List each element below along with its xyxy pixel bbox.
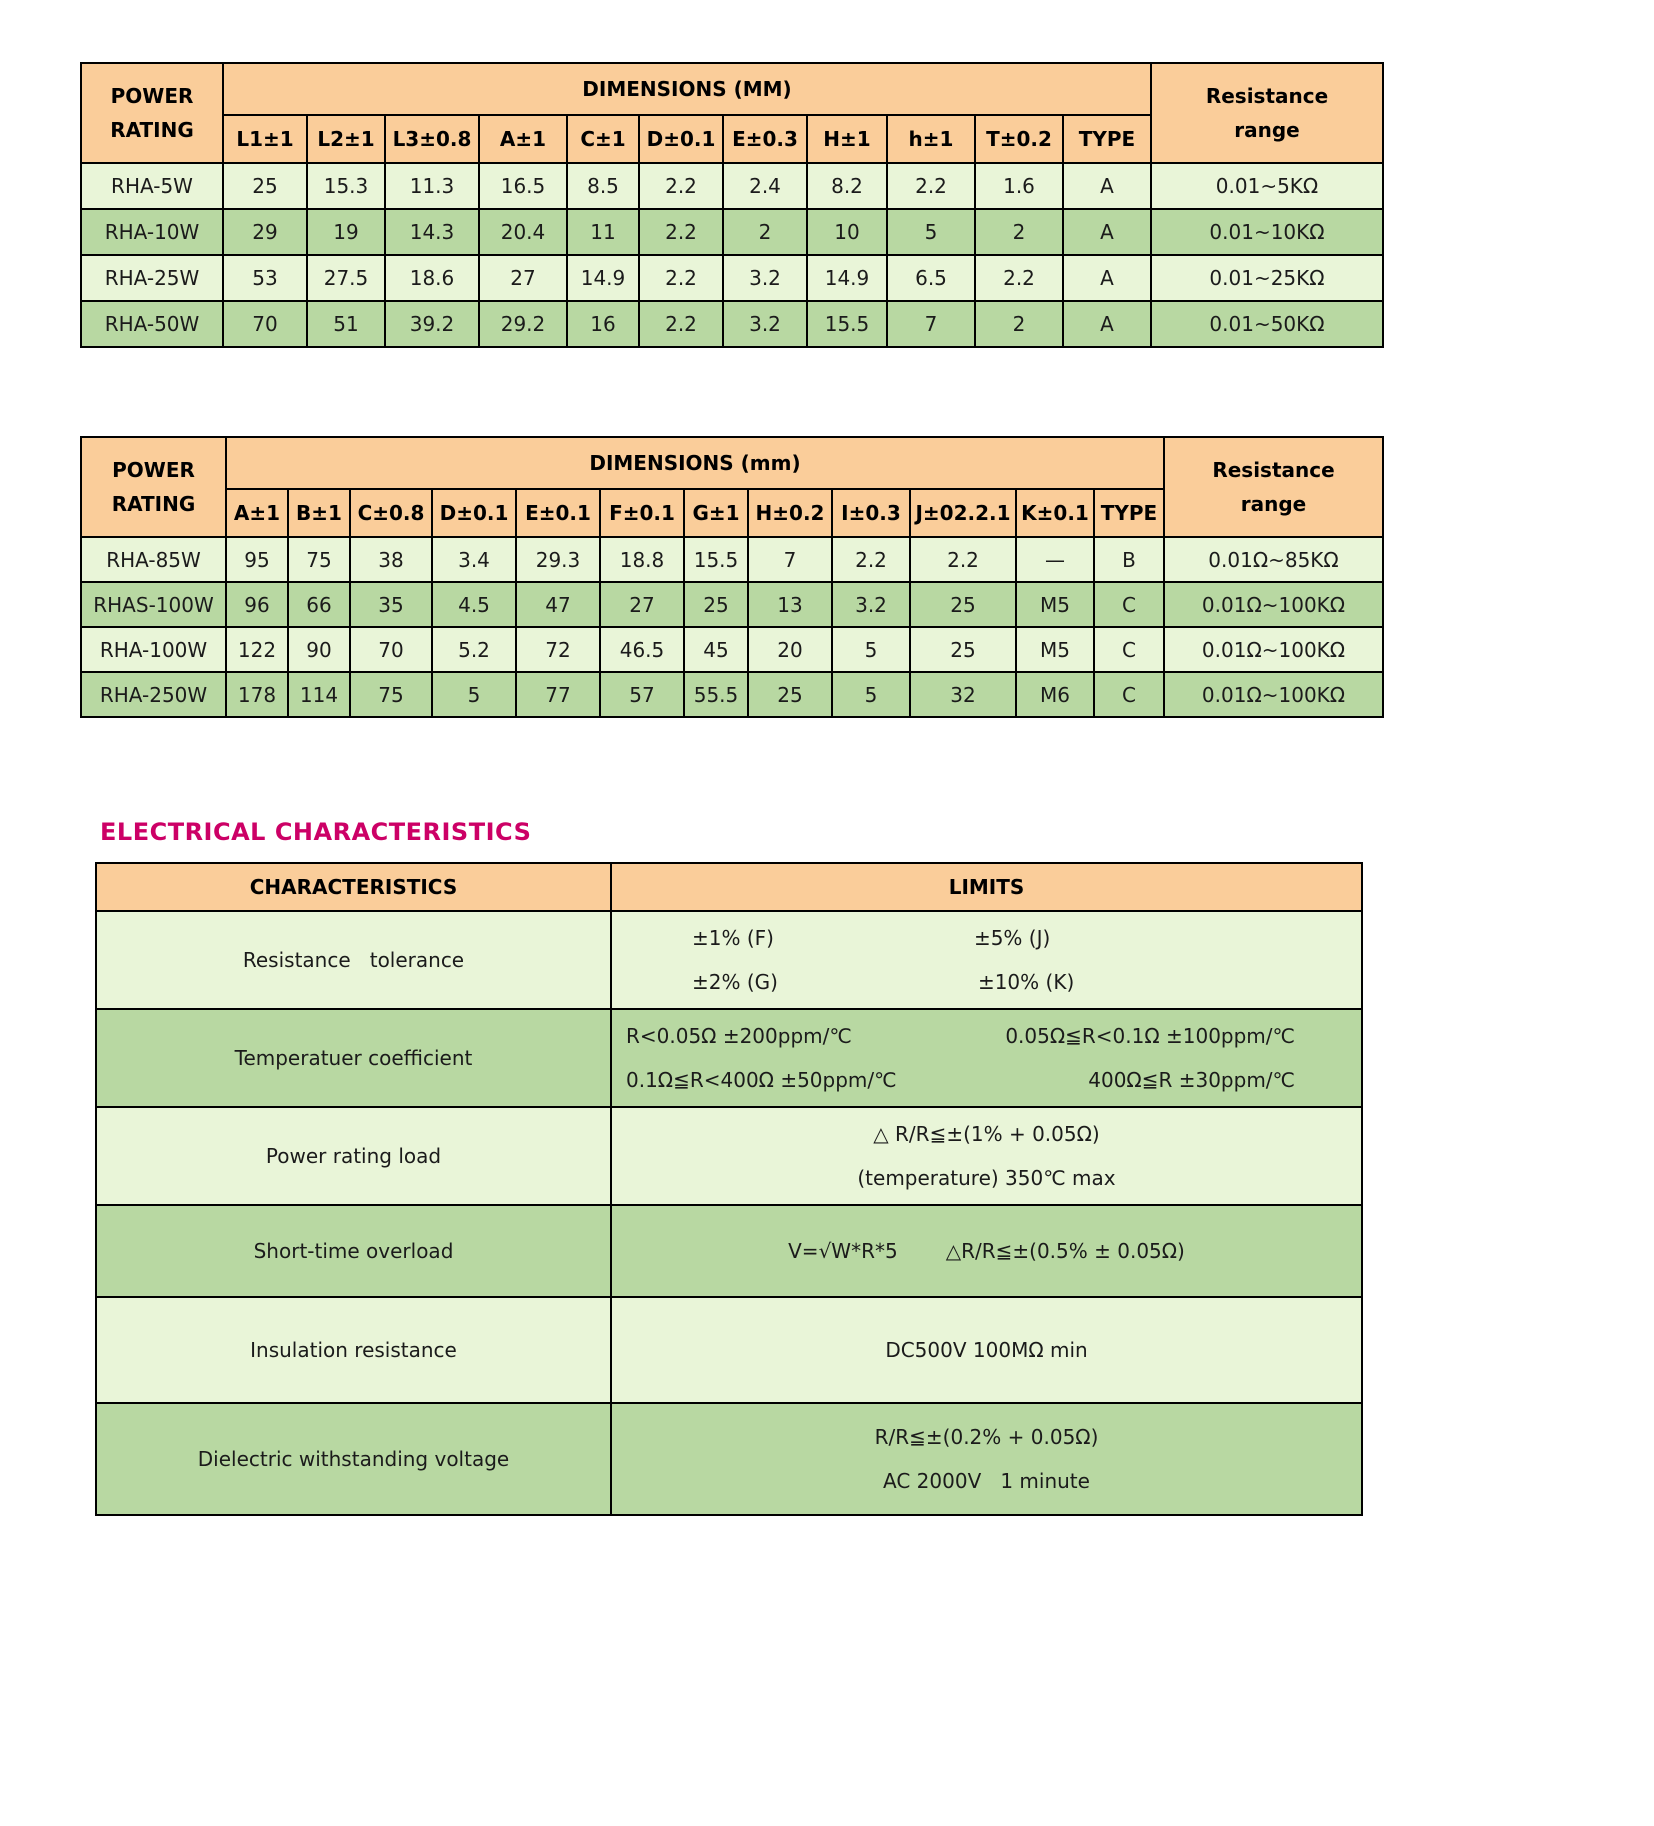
dimension-cell: 66	[288, 582, 350, 627]
table-header	[96, 863, 1362, 911]
dimension-cell: 20	[748, 627, 832, 672]
dimension-cell: 27.5	[307, 255, 385, 301]
dimension-cell: 25	[223, 163, 307, 209]
dimension-cell: 2.2	[639, 255, 723, 301]
dimension-cell: 2.4	[723, 163, 807, 209]
dimension-cell: A	[1063, 255, 1151, 301]
limits-cell	[611, 1009, 1362, 1107]
dimension-cell: 29.3	[516, 537, 600, 582]
limit-line	[622, 1459, 1351, 1503]
dimension-column-header: E±0.1	[516, 489, 600, 537]
dimension-cell: 32	[910, 672, 1016, 717]
dimension-column-header: C±1	[567, 115, 639, 163]
dimension-column-header: L3±0.8	[385, 115, 479, 163]
dimension-cell: M5	[1016, 627, 1094, 672]
dimension-cell: 3.2	[832, 582, 910, 627]
limits-cell	[611, 1107, 1362, 1205]
dimension-cell: 6.5	[887, 255, 975, 301]
dimension-cell: 47	[516, 582, 600, 627]
dimension-cell: 95	[226, 537, 288, 582]
table-body	[81, 163, 1383, 347]
limit-value: △ R/R≦±(1% + 0.05Ω)	[873, 1122, 1100, 1146]
dimension-cell: 1.6	[975, 163, 1063, 209]
resistance-range-cell: 0.01Ω~100KΩ	[1164, 672, 1383, 717]
dimension-column-header: TYPE	[1094, 489, 1164, 537]
dimension-cell: 19	[307, 209, 385, 255]
table-row	[81, 163, 1383, 209]
resistance-range-header-line: Resistance	[1212, 458, 1335, 482]
resistance-range-cell: 0.01Ω~85KΩ	[1164, 537, 1383, 582]
limit-value: V=√W*R*5	[788, 1239, 898, 1263]
dimension-cell: 122	[226, 627, 288, 672]
dimension-cell: 8.5	[567, 163, 639, 209]
resistance-range-header	[1151, 63, 1383, 163]
header-row-1	[81, 63, 1383, 115]
dimensions-table-type-bc	[80, 436, 1384, 718]
dimension-column-header: K±0.1	[1016, 489, 1094, 537]
resistance-range-header-line: Resistance	[1205, 84, 1329, 108]
resistance-range-header-line: range	[1234, 118, 1300, 142]
power-rating-cell: RHA-50W	[81, 301, 223, 347]
dimension-cell: 27	[600, 582, 684, 627]
dimension-cell: 4.5	[432, 582, 516, 627]
dimension-cell: 14.3	[385, 209, 479, 255]
dimension-cell: A	[1063, 209, 1151, 255]
dimension-cell: 11.3	[385, 163, 479, 209]
limit-value: 0.05Ω≦R<0.1Ω ±100ppm/℃	[1005, 1024, 1295, 1048]
limit-line	[622, 1014, 1351, 1058]
dimension-cell: 2	[723, 209, 807, 255]
dimension-cell: 25	[684, 582, 748, 627]
dimension-cell: 13	[748, 582, 832, 627]
dimension-cell: 29.2	[479, 301, 567, 347]
dimension-cell: 7	[748, 537, 832, 582]
dimension-cell: 27	[479, 255, 567, 301]
dimension-column-header: E±0.3	[723, 115, 807, 163]
limit-line	[622, 1415, 1351, 1459]
limits-cell	[611, 911, 1362, 1009]
dimension-column-header: D±0.1	[639, 115, 723, 163]
dimension-cell: 15.3	[307, 163, 385, 209]
characteristic-row	[96, 1107, 1362, 1205]
dimension-cell: 2	[975, 209, 1063, 255]
dimension-cell: M6	[1016, 672, 1094, 717]
table-row	[81, 537, 1383, 582]
limit-value: 400Ω≦R ±30ppm/℃	[1088, 1068, 1295, 1092]
dimension-cell: 2.2	[887, 163, 975, 209]
limits-cell	[611, 1297, 1362, 1403]
power-rating-header-line: POWER	[112, 458, 195, 482]
resistance-range-cell: 0.01Ω~100KΩ	[1164, 582, 1383, 627]
table-header	[81, 437, 1383, 537]
dimension-cell: 2.2	[639, 301, 723, 347]
dimension-cell: 2.2	[639, 163, 723, 209]
dimension-cell: 51	[307, 301, 385, 347]
dimension-column-header: B±1	[288, 489, 350, 537]
characteristic-name: Insulation resistance	[96, 1297, 611, 1403]
dimension-cell: 5	[887, 209, 975, 255]
characteristic-name: Power rating load	[96, 1107, 611, 1205]
dimension-cell: 53	[223, 255, 307, 301]
limits-cell	[611, 1205, 1362, 1297]
characteristic-name: Dielectric withstanding voltage	[96, 1403, 611, 1515]
dimension-cell: —	[1016, 537, 1094, 582]
header-row-1	[81, 437, 1383, 489]
limit-line	[622, 1229, 1351, 1273]
limits-header: LIMITS	[611, 863, 1362, 911]
dimension-cell: C	[1094, 582, 1164, 627]
dimension-column-header: I±0.3	[832, 489, 910, 537]
table-header	[81, 63, 1383, 163]
power-rating-cell: RHA-250W	[81, 672, 226, 717]
characteristic-name: Short-time overload	[96, 1205, 611, 1297]
dimension-column-header: H±1	[807, 115, 887, 163]
power-rating-cell: RHA-85W	[81, 537, 226, 582]
section-heading: ELECTRICAL CHARACTERISTICS	[100, 818, 532, 846]
limit-value: R<0.05Ω ±200ppm/℃	[626, 1024, 852, 1048]
limit-value: DC500V 100MΩ min	[885, 1338, 1088, 1362]
limit-line	[622, 1156, 1351, 1200]
limit-value: ±1% (F)	[692, 926, 774, 950]
power-rating-header-line: RATING	[111, 492, 196, 516]
dimension-cell: A	[1063, 163, 1151, 209]
table-body	[96, 911, 1362, 1515]
dimension-cell: 70	[223, 301, 307, 347]
characteristics-header: CHARACTERISTICS	[96, 863, 611, 911]
power-rating-cell: RHA-25W	[81, 255, 223, 301]
table-row	[81, 672, 1383, 717]
dimension-column-header: T±0.2	[975, 115, 1063, 163]
dimension-cell: 14.9	[567, 255, 639, 301]
dimension-cell: 3.2	[723, 301, 807, 347]
resistance-range-cell: 0.01~50KΩ	[1151, 301, 1383, 347]
dimension-cell: 2.2	[832, 537, 910, 582]
dimension-cell: 35	[350, 582, 432, 627]
dimension-cell: 18.6	[385, 255, 479, 301]
power-rating-cell: RHA-10W	[81, 209, 223, 255]
dimension-column-header: J±02.2.1	[910, 489, 1016, 537]
limit-value: 0.1Ω≦R<400Ω ±50ppm/℃	[626, 1068, 897, 1092]
power-rating-header	[81, 63, 223, 163]
dimension-cell: 5	[832, 627, 910, 672]
dimension-cell: 25	[748, 672, 832, 717]
dimension-cell: 46.5	[600, 627, 684, 672]
power-rating-header-line: POWER	[110, 84, 194, 108]
dimension-cell: C	[1094, 627, 1164, 672]
dimension-cell: 96	[226, 582, 288, 627]
dimension-cell: M5	[1016, 582, 1094, 627]
dimension-column-header: D±0.1	[432, 489, 516, 537]
limit-value: R/R≦±(0.2% + 0.05Ω)	[874, 1425, 1099, 1449]
dimension-cell: 16.5	[479, 163, 567, 209]
dimension-cell: 8.2	[807, 163, 887, 209]
resistance-range-header-line: range	[1240, 492, 1307, 516]
resistance-range-cell: 0.01~5KΩ	[1151, 163, 1383, 209]
dimension-cell: 45	[684, 627, 748, 672]
table-body	[81, 537, 1383, 717]
power-rating-cell: RHA-5W	[81, 163, 223, 209]
limit-value: AC 2000V 1 minute	[883, 1469, 1090, 1493]
dimension-column-header: H±0.2	[748, 489, 832, 537]
dimension-cell: 15.5	[684, 537, 748, 582]
characteristic-row	[96, 911, 1362, 1009]
dimension-cell: C	[1094, 672, 1164, 717]
dimension-cell: 55.5	[684, 672, 748, 717]
dimension-cell: 39.2	[385, 301, 479, 347]
dimension-cell: 5.2	[432, 627, 516, 672]
dimension-cell: 72	[516, 627, 600, 672]
dimension-cell: 2.2	[975, 255, 1063, 301]
dimension-cell: 3.4	[432, 537, 516, 582]
resistance-range-cell: 0.01~10KΩ	[1151, 209, 1383, 255]
dimension-cell: 75	[350, 672, 432, 717]
resistance-range-cell: 0.01Ω~100KΩ	[1164, 627, 1383, 672]
dimension-cell: 2	[975, 301, 1063, 347]
power-rating-cell: RHA-100W	[81, 627, 226, 672]
dimension-cell: 18.8	[600, 537, 684, 582]
dimension-cell: B	[1094, 537, 1164, 582]
dimension-cell: 20.4	[479, 209, 567, 255]
characteristic-name: Resistance tolerance	[96, 911, 611, 1009]
dimension-column-header: A±1	[226, 489, 288, 537]
limit-value: ±5% (J)	[973, 926, 1051, 950]
dimension-column-header: h±1	[887, 115, 975, 163]
characteristic-name: Temperatuer coefficient	[96, 1009, 611, 1107]
limit-value: (temperature) 350℃ max	[857, 1166, 1116, 1190]
dimension-column-header: L1±1	[223, 115, 307, 163]
characteristic-row	[96, 1009, 1362, 1107]
dimension-cell: 16	[567, 301, 639, 347]
limit-value: ±2% (G)	[692, 970, 778, 994]
limit-line	[622, 960, 1351, 1004]
dimension-cell: 7	[887, 301, 975, 347]
resistance-range-header	[1164, 437, 1383, 537]
dimension-cell: 114	[288, 672, 350, 717]
dimension-cell: 90	[288, 627, 350, 672]
dimension-column-header: F±0.1	[600, 489, 684, 537]
dimension-cell: 38	[350, 537, 432, 582]
limit-line	[622, 1058, 1351, 1102]
dimensions-title: DIMENSIONS (MM)	[223, 63, 1151, 115]
power-rating-header	[81, 437, 226, 537]
dimension-cell: 57	[600, 672, 684, 717]
dimension-cell: 5	[832, 672, 910, 717]
table-row	[81, 301, 1383, 347]
characteristic-row	[96, 1403, 1362, 1515]
dimension-cell: 14.9	[807, 255, 887, 301]
dimensions-table-type-a	[80, 62, 1384, 348]
limit-value: △R/R≦±(0.5% ± 0.05Ω)	[945, 1239, 1185, 1263]
table-row	[81, 582, 1383, 627]
limit-line	[622, 1328, 1351, 1372]
table-row	[81, 255, 1383, 301]
dimension-cell: 3.2	[723, 255, 807, 301]
power-rating-cell: RHAS-100W	[81, 582, 226, 627]
dimension-cell: 15.5	[807, 301, 887, 347]
dimension-cell: 10	[807, 209, 887, 255]
limit-line	[622, 916, 1351, 960]
dimension-column-header: TYPE	[1063, 115, 1151, 163]
dimension-cell: 2.2	[639, 209, 723, 255]
limit-line	[622, 1112, 1351, 1156]
characteristic-row	[96, 1205, 1362, 1297]
dimension-column-header: A±1	[479, 115, 567, 163]
table-row	[81, 627, 1383, 672]
dimension-cell: A	[1063, 301, 1151, 347]
dimension-cell: 178	[226, 672, 288, 717]
limits-cell	[611, 1403, 1362, 1515]
resistance-range-cell: 0.01~25KΩ	[1151, 255, 1383, 301]
dimension-column-header: G±1	[684, 489, 748, 537]
dimension-cell: 75	[288, 537, 350, 582]
dimension-cell: 5	[432, 672, 516, 717]
electrical-characteristics-table	[95, 862, 1363, 1516]
dimension-column-header: L2±1	[307, 115, 385, 163]
dimension-cell: 70	[350, 627, 432, 672]
dimension-cell: 2.2	[910, 537, 1016, 582]
dimension-cell: 25	[910, 627, 1016, 672]
characteristic-row	[96, 1297, 1362, 1403]
table-row	[81, 209, 1383, 255]
dimension-cell: 29	[223, 209, 307, 255]
header-row	[96, 863, 1362, 911]
power-rating-header-line: RATING	[110, 118, 194, 142]
dimension-cell: 25	[910, 582, 1016, 627]
dimension-cell: 11	[567, 209, 639, 255]
dimension-cell: 77	[516, 672, 600, 717]
dimensions-title: DIMENSIONS (mm)	[226, 437, 1164, 489]
dimension-column-header: C±0.8	[350, 489, 432, 537]
datasheet-page	[0, 62, 1654, 1826]
limit-value: ±10% (K)	[977, 970, 1075, 994]
